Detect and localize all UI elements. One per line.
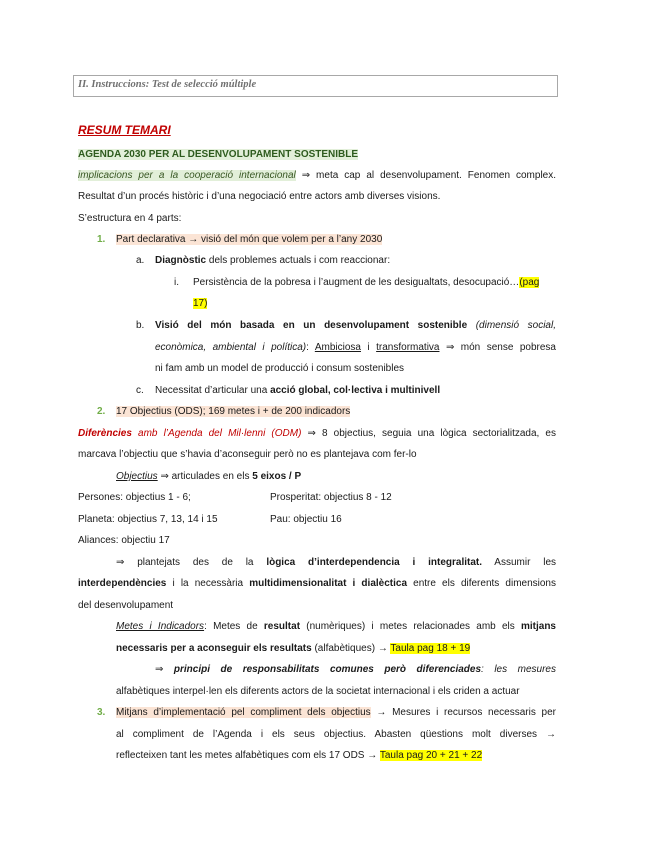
item-a-text [155,254,390,267]
dif-red: Diferències [78,428,132,439]
metes-bold2: mitjans [520,621,556,632]
plantejats-pre: ⇒ plantejats des de la [116,557,267,568]
part-3-line-1 [116,706,556,719]
part-3-line-2: al compliment de l’Agenda i els seus objectius. Abasten qüestions molt diverses → [116,729,556,740]
part-3-text: Mitjans d’implementació pel compliment dels objectius [116,707,371,718]
section-header-title: II. Instruccions: Test de selecció múltiple [78,79,257,90]
plantejats-rest: Assumir les [482,557,557,568]
taula-pag-20-21-22: Taula pag 20 + 21 + 22 [379,750,483,761]
interdep-rest: entre els diferents dimensions [407,578,556,589]
principi-arrow: ⇒ [155,664,174,675]
item-c-pre: Necessitat d’articular una [155,385,271,396]
agenda-heading-text: AGENDA 2030 PER AL DESENVOLUPAMENT SOSTENIBLE [78,149,359,160]
part-2-text: 17 Objectius (ODS); 169 metes i + de 200 indicadors [116,406,351,417]
metes-rest: (numèriques) i metes relacionades amb els [300,621,521,632]
item-c-bold: acció global, col·lectiva i multinivell [270,385,441,396]
necessaris-rest: (alfabètiques) → [311,643,391,654]
item-b2-transformativa: transformativa [376,342,440,353]
part-3-rest: → Mesures i recursos necessaris per [370,707,556,718]
item-b-italic: (dimensió social, [475,320,556,331]
part-2-number: 2. [97,406,106,417]
item-i-pag2-line [193,297,207,310]
interdep-mid: i la necessària [166,578,250,589]
interdep-bold2: multidimensionalitat i dialèctica [249,578,408,589]
prosperitat-text: Prosperitat: objectius 8 - 12 [270,492,392,503]
part-3-line-3 [116,749,482,762]
item-i-pag1: (pag [519,277,540,288]
plantejats-line [116,556,556,569]
interdep-line [78,577,556,590]
item-b2-rest: ⇒ món sense pobresa [439,342,556,353]
item-c-label: c. [136,385,144,396]
objectius-bold: 5 eixos / P [252,471,302,482]
item-b-line-1 [155,319,556,332]
principi-line [155,663,556,676]
implic-rest: ⇒ meta cap al desenvolupament. Fenomen complex. [295,170,557,181]
item-b-label: b. [136,320,145,331]
metes-colon: : Metes de [204,621,264,632]
item-a-label: a. [136,255,145,266]
item-b2-i: i [360,342,377,353]
intro-line-1 [78,169,556,182]
objectius-line [116,470,301,483]
principi-bold-italic: principi de responsabilitats comunes però diferenciades [173,664,482,675]
pau-text: Pau: objectiu 16 [270,514,342,525]
item-a-bold: Diagnòstic [155,255,207,266]
part-1-number: 1. [97,234,106,245]
interdep-bold1: interdependències [78,578,167,589]
planeta-text: Planeta: objectius 7, 13, 14 i 15 [78,514,218,525]
item-b-line-2 [155,341,556,354]
item-b2-colon: : [306,342,315,353]
item-i-label: i. [174,277,179,288]
item-i-text [193,276,539,289]
part-1-heading [116,233,382,246]
objectius-rest: ⇒ articulades en els [157,471,253,482]
taula-pag-18-19: Taula pag 18 + 19 [390,643,471,654]
item-i-pag2: 17) [193,298,208,309]
part-3-line3-pre: reflecteixen tant les metes alfabètiques com els 17 ODS → [116,750,380,761]
part-1-text: Part declarativa → visió del món que volem per a l’any 2030 [116,234,383,245]
item-c-text [155,384,440,397]
principi-rest: : les mesures [481,664,556,675]
item-a-rest: dels problemes actuals i com reaccionar: [206,255,391,266]
plantejats-bold: lògica d’interdependencia i integralitat. [266,557,483,568]
item-b-bold: Visió del món basada en un desenvolupament sostenible [155,320,468,331]
item-b-line-3: ni fam amb un model de producció i consum sostenibles [155,363,405,374]
part-2-heading [116,405,350,418]
metes-u: Metes i Indicadors [116,621,205,632]
implic-text: implicacions per a la cooperació internacional [78,170,296,181]
item-i-body: Persistència de la pobresa i l’augment de les desigualtats, desocupació… [193,277,520,288]
necessaris-bold: necessaris per a aconseguir els resultats [116,643,312,654]
item-b2-ambiciosa: Ambiciosa [314,342,361,353]
metes-bold: resultat [263,621,301,632]
dif-line-1 [78,427,556,440]
section-header-box [73,75,558,97]
dif-italic: amb l’Agenda del Mil·lenni (ODM) [131,428,302,439]
intro-line-2: Resultat d’un procés històric i d’una negociació entre actors amb diverses visions. [78,191,441,202]
dif-rest: ⇒ 8 objectius, seguia una lògica sectorialitzada, es [301,428,556,439]
objectius-u: Objectius [116,471,158,482]
del-desenv-line: del desenvolupament [78,600,174,611]
aliances-text: Aliances: objectiu 17 [78,535,170,546]
agenda-heading [78,148,358,161]
alfabetiques-line: alfabètiques interpel·len els diferents actors de la societat internacional i els criden a actuar [116,686,520,697]
metes-line [116,620,556,633]
item-b2-italic: econòmica, ambiental i política) [155,342,307,353]
intro-line-3: S’estructura en 4 parts: [78,213,182,224]
part-3-number: 3. [97,707,106,718]
resum-title: RESUM TEMARI [78,123,171,137]
dif-line-2: marcava l’objectiu que s’havia d’aconseguir però no es plantejava com fer-lo [78,449,417,460]
persones-text: Persones: objectius 1 - 6; [78,492,191,503]
necessaris-line [116,642,470,655]
